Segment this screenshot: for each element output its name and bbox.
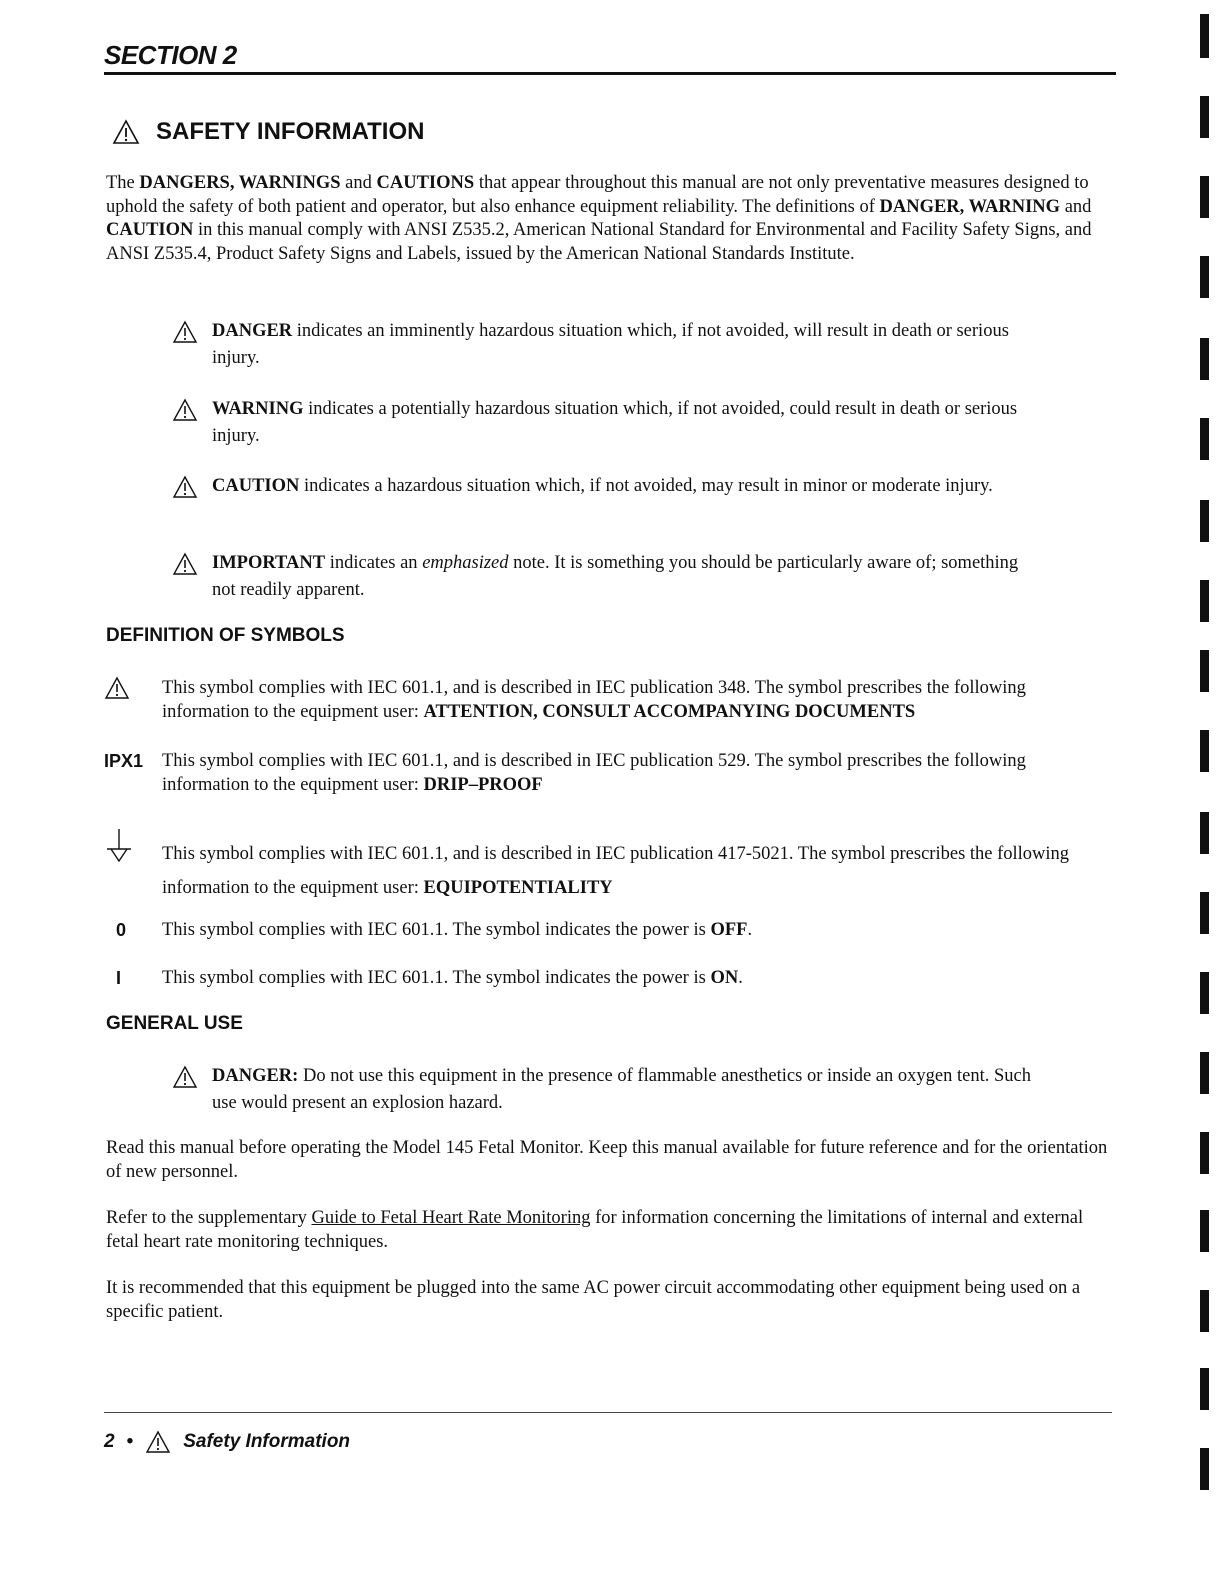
definition-caution: CAUTION indicates a hazardous situation which, if not avoided, may result in minor or moderate injury. <box>172 473 1032 500</box>
warning-triangle-icon <box>112 119 140 145</box>
off-mark: 0 <box>116 920 127 940</box>
scan-mark <box>1200 338 1209 380</box>
definition-warning: WARNING indicates a potentially hazardous situation which, if not avoided, could result in death or serious injury. <box>172 396 1032 450</box>
manual-paragraph: Read this manual before operating the Model 145 Fetal Monitor. Keep this manual available for future reference and for the orientation of new personnel. <box>106 1138 1108 1182</box>
scan-mark <box>1200 14 1209 58</box>
scan-mark <box>1200 1132 1209 1174</box>
scan-mark <box>1200 418 1209 460</box>
power-paragraph: It is recommended that this equipment be plugged into the same AC power circuit accommodating other equipment being used on a specific patient. <box>106 1278 1081 1322</box>
scan-mark <box>1200 500 1209 542</box>
page-title-text: SAFETY INFORMATION <box>156 118 425 145</box>
symbol-attention: This symbol complies with IEC 601.1, and is described in IEC publication 348. The symbol prescribes the following information to the equipment user: ATTENTION, CONSULT ACCOMPANYING DOCUMENTS <box>104 676 1114 724</box>
ipx1-mark: IPX1 <box>104 751 144 771</box>
scan-mark <box>1200 580 1209 622</box>
scan-mark <box>1200 1290 1209 1332</box>
scan-mark <box>1200 1368 1209 1410</box>
warning-triangle-icon <box>172 552 198 576</box>
scan-mark <box>1200 96 1209 138</box>
warning-triangle-icon <box>172 1065 198 1089</box>
page-title <box>112 118 424 146</box>
scan-mark <box>1200 730 1209 772</box>
warning-triangle-icon <box>172 475 198 499</box>
guide-paragraph: Refer to the supplementary Guide to Fetal Heart Rate Monitoring for information concerning the limitations of internal and external fetal heart rate monitoring techniques. <box>106 1208 1084 1252</box>
scan-mark <box>1200 256 1209 298</box>
page-footer <box>104 1430 350 1454</box>
footer-label: Safety Information <box>183 1431 351 1452</box>
general-danger: DANGER: Do not use this equipment in the presence of flammable anesthetics or inside an oxygen tent. Such use would present an explosion hazard. <box>172 1063 1032 1117</box>
warning-triangle-icon <box>104 676 130 700</box>
guide-title: Guide to Fetal Heart Rate Monitoring <box>311 1208 591 1228</box>
scan-mark <box>1200 892 1209 934</box>
scan-mark <box>1200 650 1209 692</box>
warning-triangle-icon <box>172 398 198 422</box>
symbols-heading: DEFINITION OF SYMBOLS <box>106 625 345 646</box>
definition-danger: DANGER indicates an imminently hazardous situation which, if not avoided, will result in death or serious injury. <box>172 318 1032 372</box>
scan-mark <box>1200 1448 1209 1490</box>
scan-mark <box>1200 176 1209 218</box>
footer-bullet: • <box>126 1431 134 1452</box>
symbol-on: I This symbol complies with IEC 601.1. The symbol indicates the power is ON. <box>116 968 743 988</box>
general-use-heading: GENERAL USE <box>106 1013 243 1034</box>
scan-mark <box>1200 1052 1209 1094</box>
symbol-off: 0 This symbol complies with IEC 601.1. The symbol indicates the power is OFF. <box>116 920 753 940</box>
on-mark: I <box>116 968 122 988</box>
symbol-equipotential: This symbol complies with IEC 601.1, and is described in IEC publication 417-5021. The symbol prescribes the following information to the equipment user: EQUIPOTENTIALITY <box>104 837 1114 905</box>
header-rule <box>104 72 1116 75</box>
scan-mark <box>1200 812 1209 854</box>
warning-triangle-icon <box>172 320 198 344</box>
definition-important: IMPORTANT indicates an emphasized note. It is something you should be particularly aware of; something not readily apparent. <box>172 550 1032 604</box>
page-number: 2 <box>104 1431 115 1452</box>
scan-mark <box>1200 1210 1209 1252</box>
section-heading: SECTION 2 <box>104 40 237 70</box>
equipotential-icon <box>104 827 134 871</box>
scan-mark <box>1200 972 1209 1014</box>
intro-paragraph: The DANGERS, WARNINGS and CAUTIONS that appear throughout this manual are not only preventative measures designed to uphold the safety of both patient and operator, but also enhance equipment reliability. The definitions of DANGER, WARNING and CAUTION in this manual comply with ANSI Z535.2, American National Standard for Environmental and Facility Safety Signs, and ANSI Z535.4, Product Safety Signs and Labels, issued by the American National Standards Institute. <box>106 173 1092 264</box>
symbol-ipx1: IPX1 This symbol complies with IEC 601.1, and is described in IEC publication 529. The symbol prescribes the following information to the equipment user: DRIP–PROOF <box>104 751 1026 795</box>
footer-rule <box>104 1412 1112 1413</box>
warning-triangle-icon <box>145 1430 171 1454</box>
